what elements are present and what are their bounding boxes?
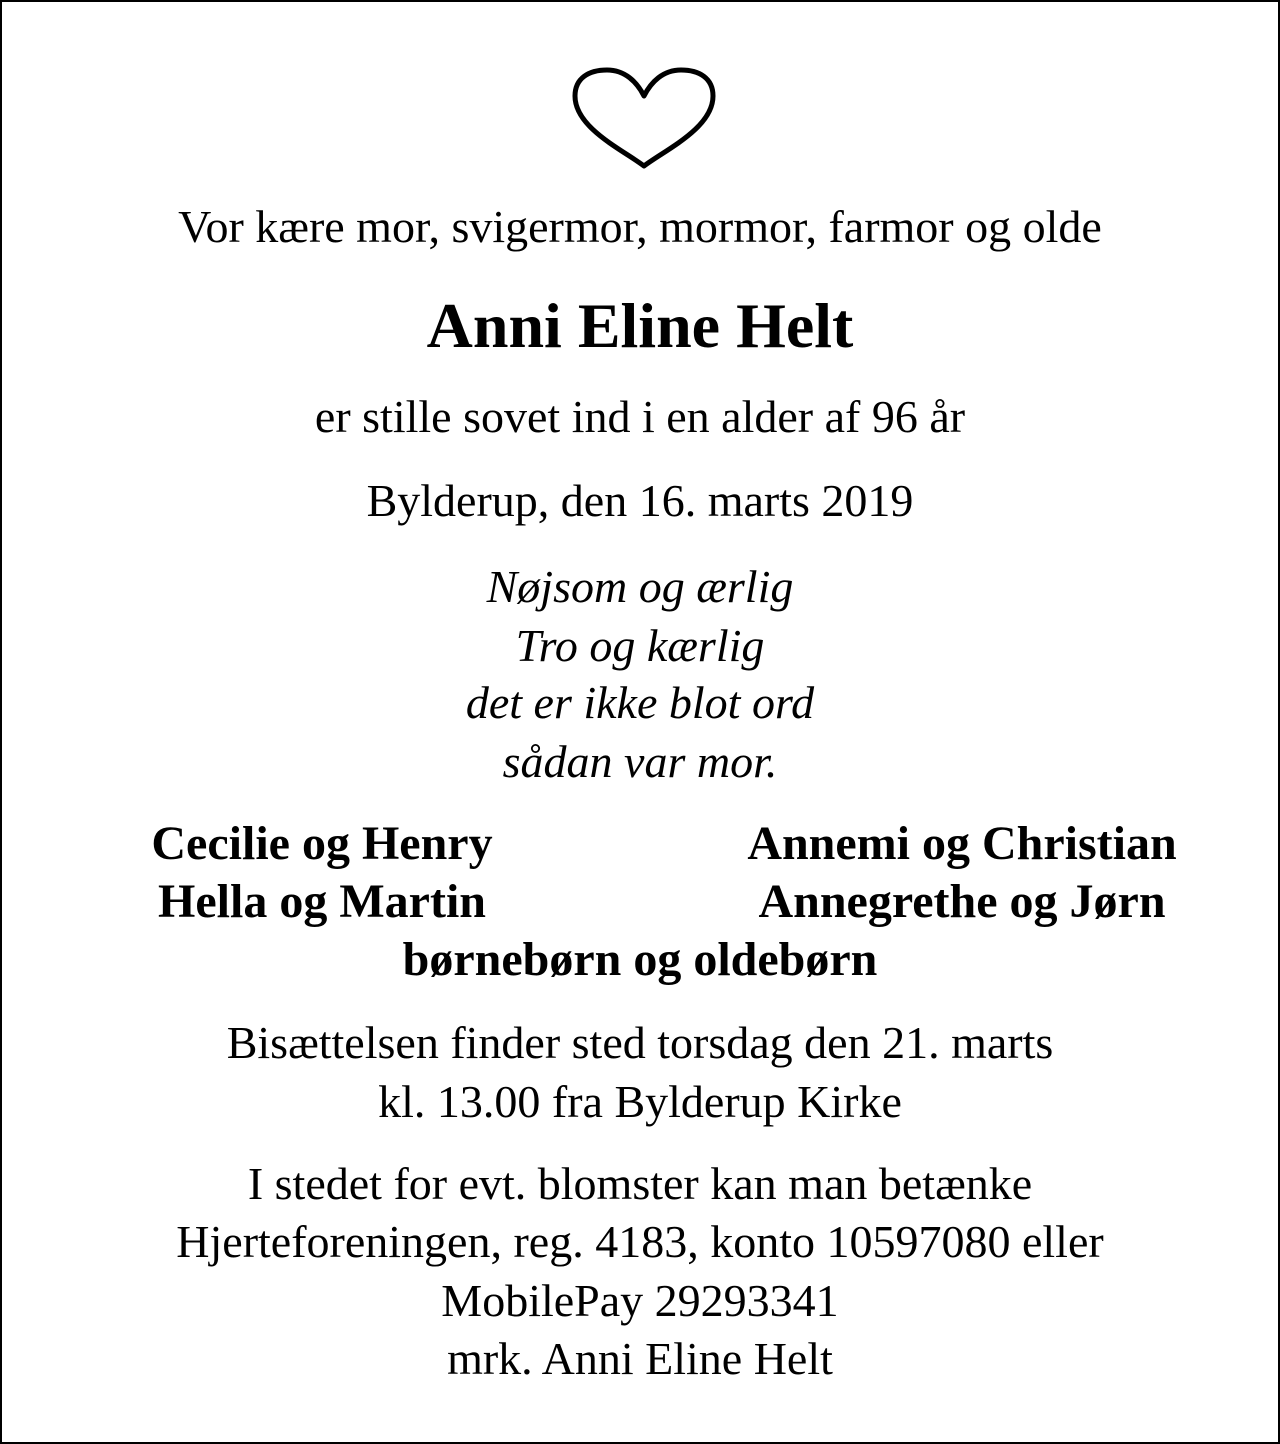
place-date-line: Bylderup, den 16. marts 2019 <box>366 475 914 526</box>
funeral-line: Bisættelsen finder sted torsdag den 21. marts <box>226 1017 1054 1068</box>
poem-line: det er ikke blot ord <box>465 677 815 728</box>
donation-line: mrk. Anni Eline Helt <box>447 1333 833 1384</box>
family-member: Hella og Martin <box>158 875 486 928</box>
heart-icon <box>571 66 717 172</box>
funeral-line: kl. 13.00 fra Bylderup Kirke <box>378 1076 902 1127</box>
family-member: Cecilie og Henry <box>151 817 493 870</box>
poem-line: sådan var mor. <box>502 736 778 787</box>
family-member: Annegrethe og Jørn <box>758 875 1166 928</box>
family-member: Annemi og Christian <box>747 817 1177 870</box>
donation-line: I stedet for evt. blomster kan man betænke <box>247 1158 1033 1209</box>
age-line: er stille sovet ind i en alder af 96 år <box>314 391 966 442</box>
intro-line: Vor kære mor, svigermor, mormor, farmor og olde <box>178 201 1102 252</box>
deceased-name: Anni Eline Helt <box>426 290 854 361</box>
donation-line: Hjerteforeningen, reg. 4183, konto 10597080 eller <box>176 1216 1104 1267</box>
donation-line: MobilePay 29293341 <box>441 1275 839 1326</box>
poem-line: Tro og kærlig <box>515 620 765 671</box>
grandchildren-line: børnebørn og oldebørn <box>402 933 878 986</box>
poem-line: Nøjsom og ærlig <box>486 561 794 612</box>
